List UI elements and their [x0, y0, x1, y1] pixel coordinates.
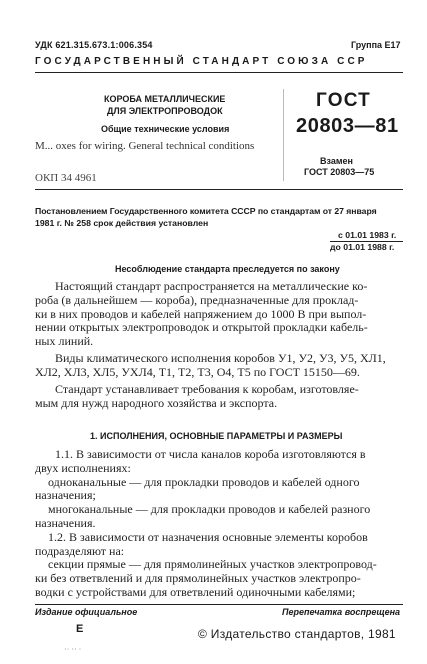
- section-1-body: [35, 448, 403, 600]
- text-line: Настоящий стандарт распространяется на металлические ко-: [55, 279, 368, 293]
- text-line: Виды климатического исполнения коробов У1, У2, У3, У5, ХЛ1,: [55, 351, 386, 365]
- text-line: ХЛ2, ХЛ3, ХЛ5, УХЛ4, Т1, Т2, Т3, О4, Т5 по ГОСТ 15150—69.: [35, 364, 360, 379]
- replaces-value: ГОСТ 20803—75: [304, 167, 375, 177]
- title-divider: [283, 89, 284, 181]
- text-line: двух исполнениях:: [35, 460, 131, 475]
- print-mark: ·· ·· ·: [64, 645, 82, 654]
- english-title: M... oxes for wiring. General technical conditions: [35, 140, 255, 152]
- edition-letter: Е: [76, 623, 84, 635]
- udk-code: УДК 621.315.673.1:006.354: [35, 40, 153, 50]
- effective-from: с 01.01 1983 г.: [338, 230, 397, 240]
- reprint-prohibited-label: Перепечатка воспрещена: [282, 607, 401, 617]
- text-line: ки в них проводов и кабелей напряжением до 1000 В при выпол-: [35, 306, 367, 321]
- section-1-heading: 1. ИСПОЛНЕНИЯ, ОСНОВНЫЕ ПАРАМЕТРЫ И РАЗМЕРЫ: [90, 431, 343, 441]
- title-line-2: ДЛЯ ЭЛЕКТРОПРОВОДОК: [107, 106, 223, 116]
- title-subtitle: Общие технические условия: [101, 124, 230, 134]
- text-line: мым для нужд народного хозяйства и экспорта.: [35, 395, 278, 410]
- text-line: секции прямые — для прямолинейных участков электропровод-: [48, 557, 377, 572]
- gost-label: ГОСТ: [316, 90, 371, 111]
- okp-code: ОКП 34 4961: [35, 172, 97, 184]
- footer-rule: [35, 604, 403, 605]
- text-line: одноканальные — для прокладки проводов и кабелей одного: [48, 474, 360, 489]
- text-line: Стандарт устанавливает требования к коробам, изготовляе-: [55, 382, 359, 396]
- title-line-1: КОРОБА МЕТАЛЛИЧЕСКИЕ: [104, 94, 226, 104]
- text-line: подразделяют на:: [35, 543, 125, 558]
- header-rule: [35, 72, 403, 73]
- replaces-label: Взамен: [320, 156, 353, 166]
- text-line: водки с устройствами для ответвлений одиночными кабелями;: [35, 584, 356, 599]
- text-line: 1.1. В зависимости от числа каналов короба изготовляются в: [55, 447, 366, 461]
- official-edition-label: Издание официальное: [35, 607, 138, 617]
- intro-paragraph-1: [35, 280, 403, 349]
- state-standard-banner: ГОСУДАРСТВЕННЫЙ СТАНДАРТ СОЮЗА ССР: [35, 56, 368, 67]
- gost-number: 20803—81: [296, 115, 399, 137]
- text-line: назначения.: [35, 515, 96, 530]
- text-line: ки без ответвлений и для прямолинейных участков электропро-: [35, 571, 361, 586]
- effective-to: до 01.01 1988 г.: [330, 242, 395, 252]
- title-block-rule: [35, 189, 403, 190]
- penalty-notice: Несоблюдение стандарта преследуется по закону: [115, 264, 340, 274]
- decree-line-1: Постановлением Государственного комитета СССР по стандартам от 27 января: [35, 206, 377, 216]
- intro-paragraph-3: [35, 383, 403, 411]
- text-line: роба (в дальнейшем — короба), предназначенные для проклад-: [35, 292, 359, 307]
- text-line: нении открытых электропроводок и открытой прокладки кабель-: [35, 320, 368, 335]
- decree-line-2: 1981 г. № 258 срок действия установлен: [35, 218, 209, 228]
- text-line: 1.2. В зависимости от назначения основные элементы коробов: [48, 529, 368, 544]
- text-line: многоканальные — для прокладки проводов и кабелей разного: [48, 502, 371, 517]
- intro-paragraph-2: [35, 352, 403, 380]
- text-line: ных линий.: [35, 334, 94, 349]
- group-code: Группа Е17: [351, 40, 401, 50]
- text-line: назначения;: [35, 488, 96, 503]
- publisher-copyright: © Издательство стандартов, 1981: [198, 627, 396, 641]
